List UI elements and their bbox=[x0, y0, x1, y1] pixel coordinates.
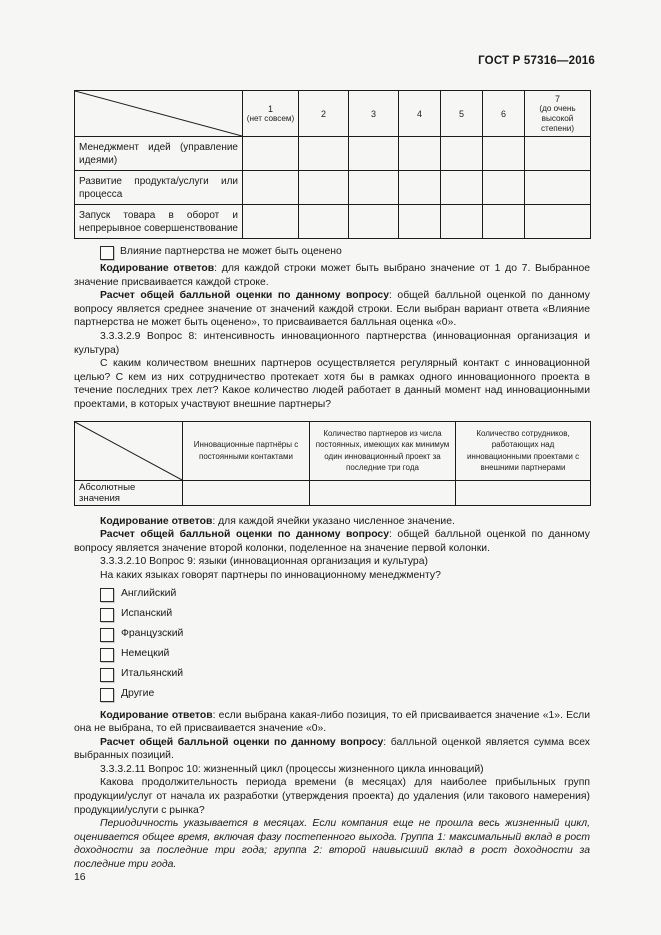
paragraph-coding-q8 bbox=[74, 515, 590, 529]
checkbox-icon[interactable] bbox=[100, 246, 114, 260]
column-header-4 bbox=[399, 91, 441, 137]
checkbox-row-not-assessable[interactable] bbox=[100, 245, 590, 260]
paragraph-lead: Кодирование ответов bbox=[100, 709, 213, 721]
answer-cell[interactable] bbox=[299, 171, 349, 205]
answer-cell[interactable] bbox=[483, 171, 525, 205]
column-header-6 bbox=[483, 91, 525, 137]
answer-cell[interactable] bbox=[399, 137, 441, 171]
row-label: Запуск товара в оборот и непрерывное совершенствование bbox=[75, 205, 243, 239]
table-row bbox=[75, 205, 591, 239]
paragraph-lead: Расчет общей балльной оценки по данному вопросу bbox=[100, 529, 389, 541]
column-number: 5 bbox=[458, 108, 464, 119]
paragraph-lead: Расчет общей балльной оценки по данному вопросу bbox=[100, 736, 384, 748]
answer-cell[interactable] bbox=[299, 205, 349, 239]
answer-cell[interactable] bbox=[483, 137, 525, 171]
checkbox-icon[interactable] bbox=[100, 628, 114, 642]
paragraph-q8-title: 3.3.3.2.9 Вопрос 8: интенсивность инновационного партнерства (инновационная организация и культура) bbox=[74, 330, 590, 356]
paragraph-q9-title: 3.3.3.2.10 Вопрос 9: языки (инновационная организация и культура) bbox=[100, 556, 428, 568]
checkbox-label: Другие bbox=[121, 687, 155, 699]
answer-cell[interactable] bbox=[349, 205, 399, 239]
answer-cell[interactable] bbox=[441, 171, 483, 205]
answer-cell[interactable] bbox=[441, 137, 483, 171]
checkbox-row-french[interactable] bbox=[100, 627, 590, 642]
column-number: 1 bbox=[267, 103, 273, 114]
paragraph-lead: Кодирование ответов bbox=[100, 263, 215, 274]
checkbox-label: Английский bbox=[121, 587, 177, 599]
column-header-2 bbox=[299, 91, 349, 137]
answer-cell[interactable] bbox=[525, 205, 591, 239]
column-number: 4 bbox=[416, 108, 422, 119]
answer-cell[interactable] bbox=[243, 137, 299, 171]
standard-header: ГОСТ Р 57316—2016 bbox=[478, 55, 595, 67]
answer-cell[interactable] bbox=[399, 171, 441, 205]
checkbox-icon[interactable] bbox=[100, 668, 114, 682]
answer-cell[interactable] bbox=[483, 205, 525, 239]
checkbox-row-other[interactable] bbox=[100, 687, 590, 702]
language-checkbox-list bbox=[74, 587, 590, 702]
row-label: Менеджмент идей (управление идеями) bbox=[75, 137, 243, 171]
checkbox-label: Влияние партнерства не может быть оценено bbox=[120, 246, 342, 257]
column-note: (нет совсем) bbox=[246, 113, 295, 123]
table-corner-diagonal bbox=[75, 91, 243, 137]
answer-cell[interactable] bbox=[349, 137, 399, 171]
paragraph-q8-body: С каким количеством внешних партнеров осуществляется регулярный контакт с инновационной целью? С кем из них сотрудничество протекает хотя бы в рамках одного инновационного проекта в течение последних трех лет? Какое количество людей работает в данный момент над инновационными проектами, в которых участвуют внешние партнеры? bbox=[74, 358, 590, 410]
answer-cell[interactable] bbox=[349, 171, 399, 205]
checkbox-label: Немецкий bbox=[121, 647, 170, 659]
page-content bbox=[74, 90, 590, 872]
answer-cell[interactable] bbox=[243, 171, 299, 205]
paragraph-text: : общей балльной оценкой по данному вопросу является среднее значение от значений каждой строки. Если выбран вариант ответа «Влияние партнерства не может быть оценено», то присваивается балльная оценка «0». bbox=[74, 290, 590, 329]
paragraph-calc-q8 bbox=[74, 528, 590, 555]
answer-cell[interactable] bbox=[399, 205, 441, 239]
column-header-partners: Инновационные партнёры с постоянными контактами bbox=[183, 421, 310, 480]
checkbox-icon[interactable] bbox=[100, 608, 114, 622]
checkbox-row-german[interactable] bbox=[100, 647, 590, 662]
column-header-projects: Количество партнеров из числа постоянных, имеющих как минимум один инновационный проект за последние три года bbox=[310, 421, 456, 480]
paragraph-text: : если выбрана какая-либо позиция, то ей присваивается значение «1». Если она не выбрана, то ей присваивается значение «0». bbox=[74, 709, 591, 735]
paragraph-calc-q7 bbox=[74, 289, 590, 330]
column-note: (до очень высокой степени) bbox=[539, 103, 576, 133]
row-label: Развитие продукта/услуги или процесса bbox=[75, 171, 243, 205]
paragraph-text: : для каждой ячейки указано численное значение. bbox=[212, 515, 455, 527]
checkbox-label: Испанский bbox=[121, 607, 173, 619]
paragraph-q9-body: На каких языках говорят партнеры по инновационному менеджменту? bbox=[100, 569, 441, 581]
column-header-3 bbox=[349, 91, 399, 137]
checkbox-row-italian[interactable] bbox=[100, 667, 590, 682]
column-number: 6 bbox=[500, 108, 506, 119]
checkbox-icon[interactable] bbox=[100, 648, 114, 662]
checkbox-label: Итальянский bbox=[121, 667, 184, 679]
answer-cell[interactable] bbox=[441, 205, 483, 239]
row-label-absolute-values: Абсолютные значения bbox=[75, 480, 183, 505]
checkbox-label: Французский bbox=[121, 627, 184, 639]
paragraph-lead: Кодирование ответов bbox=[100, 515, 213, 527]
paragraph-coding-q9 bbox=[74, 709, 590, 736]
column-header-7 bbox=[525, 91, 591, 137]
paragraph-calc-q9 bbox=[74, 736, 590, 763]
rating-scale-table bbox=[74, 90, 591, 239]
table-corner-diagonal bbox=[75, 421, 183, 480]
table-row bbox=[75, 137, 591, 171]
paragraph-lead: Расчет общей балльной оценки по данному вопросу bbox=[100, 290, 389, 302]
column-header-5 bbox=[441, 91, 483, 137]
answer-cell[interactable] bbox=[525, 171, 591, 205]
column-number: 2 bbox=[320, 108, 326, 119]
checkbox-row-spanish[interactable] bbox=[100, 607, 590, 622]
checkbox-icon[interactable] bbox=[100, 588, 114, 602]
answer-cell[interactable] bbox=[456, 480, 591, 505]
table-header-row bbox=[75, 421, 591, 480]
answer-cell[interactable] bbox=[183, 480, 310, 505]
paragraph-q10-body: Какова продолжительность периода времени (в месяцах) для наиболее прибыльных групп продукции/услуг от начала их разработки (утверждения проекта) до удаления (или такового намерения) продукции/услуги с рынка? bbox=[74, 777, 590, 816]
table-row bbox=[75, 480, 591, 505]
column-number: 3 bbox=[370, 108, 376, 119]
column-header-1 bbox=[243, 91, 299, 137]
paragraph-coding-q7 bbox=[74, 262, 590, 289]
answer-cell[interactable] bbox=[243, 205, 299, 239]
table-header-row bbox=[75, 91, 591, 137]
checkbox-icon[interactable] bbox=[100, 688, 114, 702]
page-number: 16 bbox=[74, 872, 86, 883]
paragraph-text: : общей балльной оценкой по данному вопросу является значение второй колонки, поделенное на значение первой колонки. bbox=[74, 529, 590, 554]
table-row bbox=[75, 171, 591, 205]
column-header-employees: Количество сотрудников, работающих над инновационными проектами с внешними партнерами bbox=[456, 421, 591, 480]
partners-count-table bbox=[74, 421, 591, 506]
paragraph-text: : балльной оценкой является сумма всех выбранных позиций. bbox=[74, 736, 590, 762]
checkbox-row-english[interactable] bbox=[100, 587, 590, 602]
paragraph-text: : для каждой строки может быть выбрано значение от 1 до 7. Выбранное значение присваивается каждой строке. bbox=[74, 263, 591, 288]
answer-cell[interactable] bbox=[310, 480, 456, 505]
answer-cell[interactable] bbox=[299, 137, 349, 171]
paragraph-q10-title: 3.3.3.2.11 Вопрос 10: жизненный цикл (процессы жизненного цикла инноваций) bbox=[100, 763, 484, 775]
column-number: 7 bbox=[554, 93, 560, 104]
answer-cell[interactable] bbox=[525, 137, 591, 171]
paragraph-q10-note: Периодичность указывается в месяцах. Если компания еще не прошла весь жизненный цикл, оценивается общее время, включая фазу постепенного выхода. Группа 1: максимальный вклад в рост доходности за последние три года; группа 2: второй наивысший вклад в рост доходности за последние три года. bbox=[74, 818, 590, 871]
